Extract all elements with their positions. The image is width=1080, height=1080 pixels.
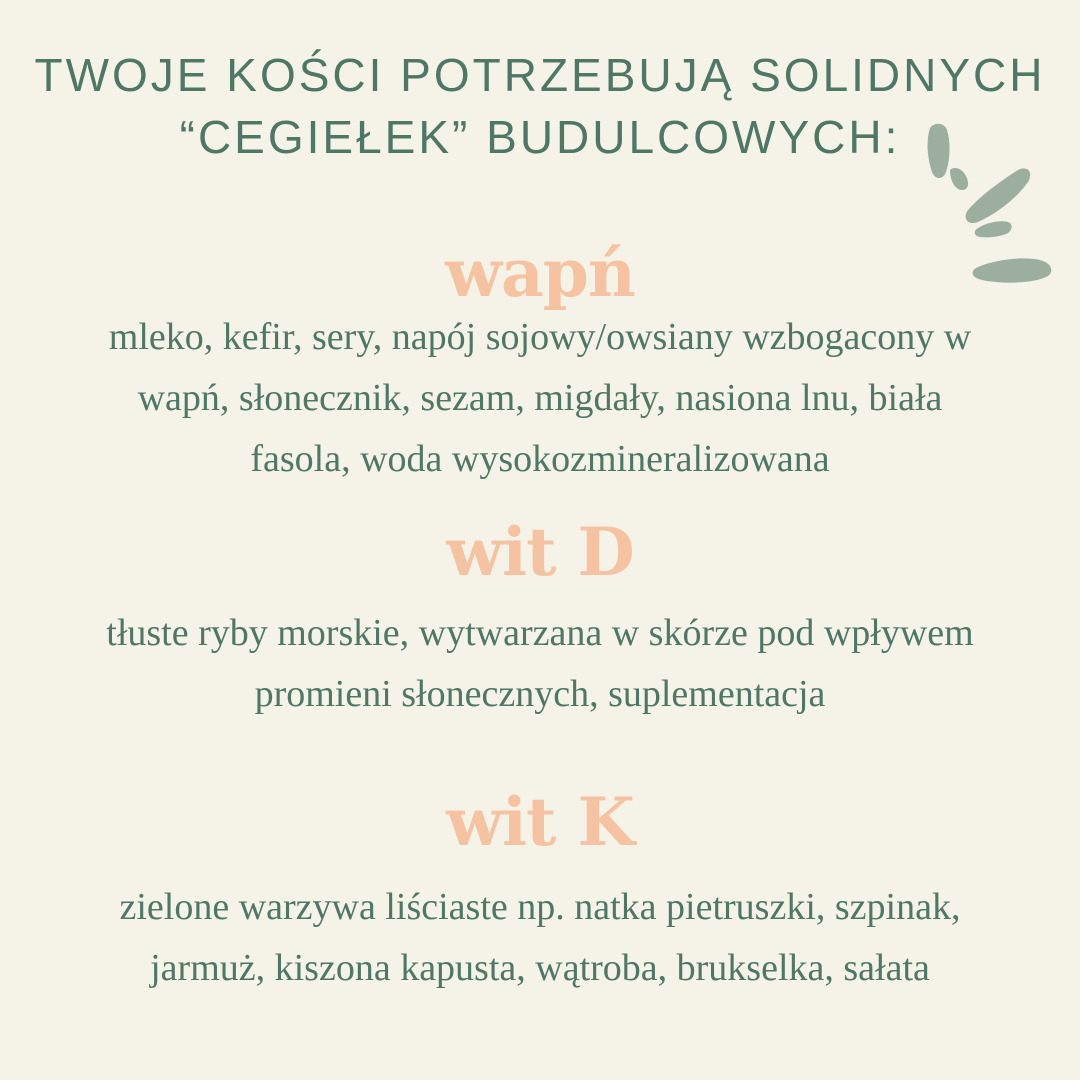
- title-line-2: “CEGIEŁEK” BUDULCOWYCH:: [179, 111, 901, 163]
- wit-k-line-1: zielone warzywa liściaste np. natka pietruszki, szpinak,: [119, 886, 961, 928]
- wapn-line-1: mleko, kefir, sery, napój sojowy/owsiany wzbogacony w: [108, 316, 972, 358]
- wit-k-line-2: jarmuż, kiszona kapusta, wątroba, brukselka, sałata: [150, 947, 930, 989]
- sparkle-stroke-3: [966, 168, 1031, 223]
- wit-k-description: [30, 877, 1050, 999]
- title-line-1: TWOJE KOŚCI POTRZEBUJĄ SOLIDNYCH: [34, 49, 1046, 101]
- sparkle-stroke-2: [950, 168, 968, 190]
- wit-d-line-1: tłuste ryby morskie, wytwarzana w skórze pod wpływem: [106, 612, 974, 654]
- heading-wit-d: wit D: [446, 513, 634, 591]
- heading-wapn: wapń: [445, 234, 635, 312]
- wit-d-line-2: promieni słonecznych, suplementacja: [254, 673, 826, 715]
- wapn-line-3: fasola, woda wysokozmineralizowana: [250, 438, 830, 480]
- wapn-line-2: wapń, słonecznik, sezam, migdały, nasiona lnu, biała: [137, 377, 943, 419]
- sparkle-stroke-1: [928, 124, 950, 178]
- wapn-description: [30, 307, 1050, 490]
- heading-wit-k: wit K: [446, 783, 634, 861]
- wit-d-description: [30, 603, 1050, 725]
